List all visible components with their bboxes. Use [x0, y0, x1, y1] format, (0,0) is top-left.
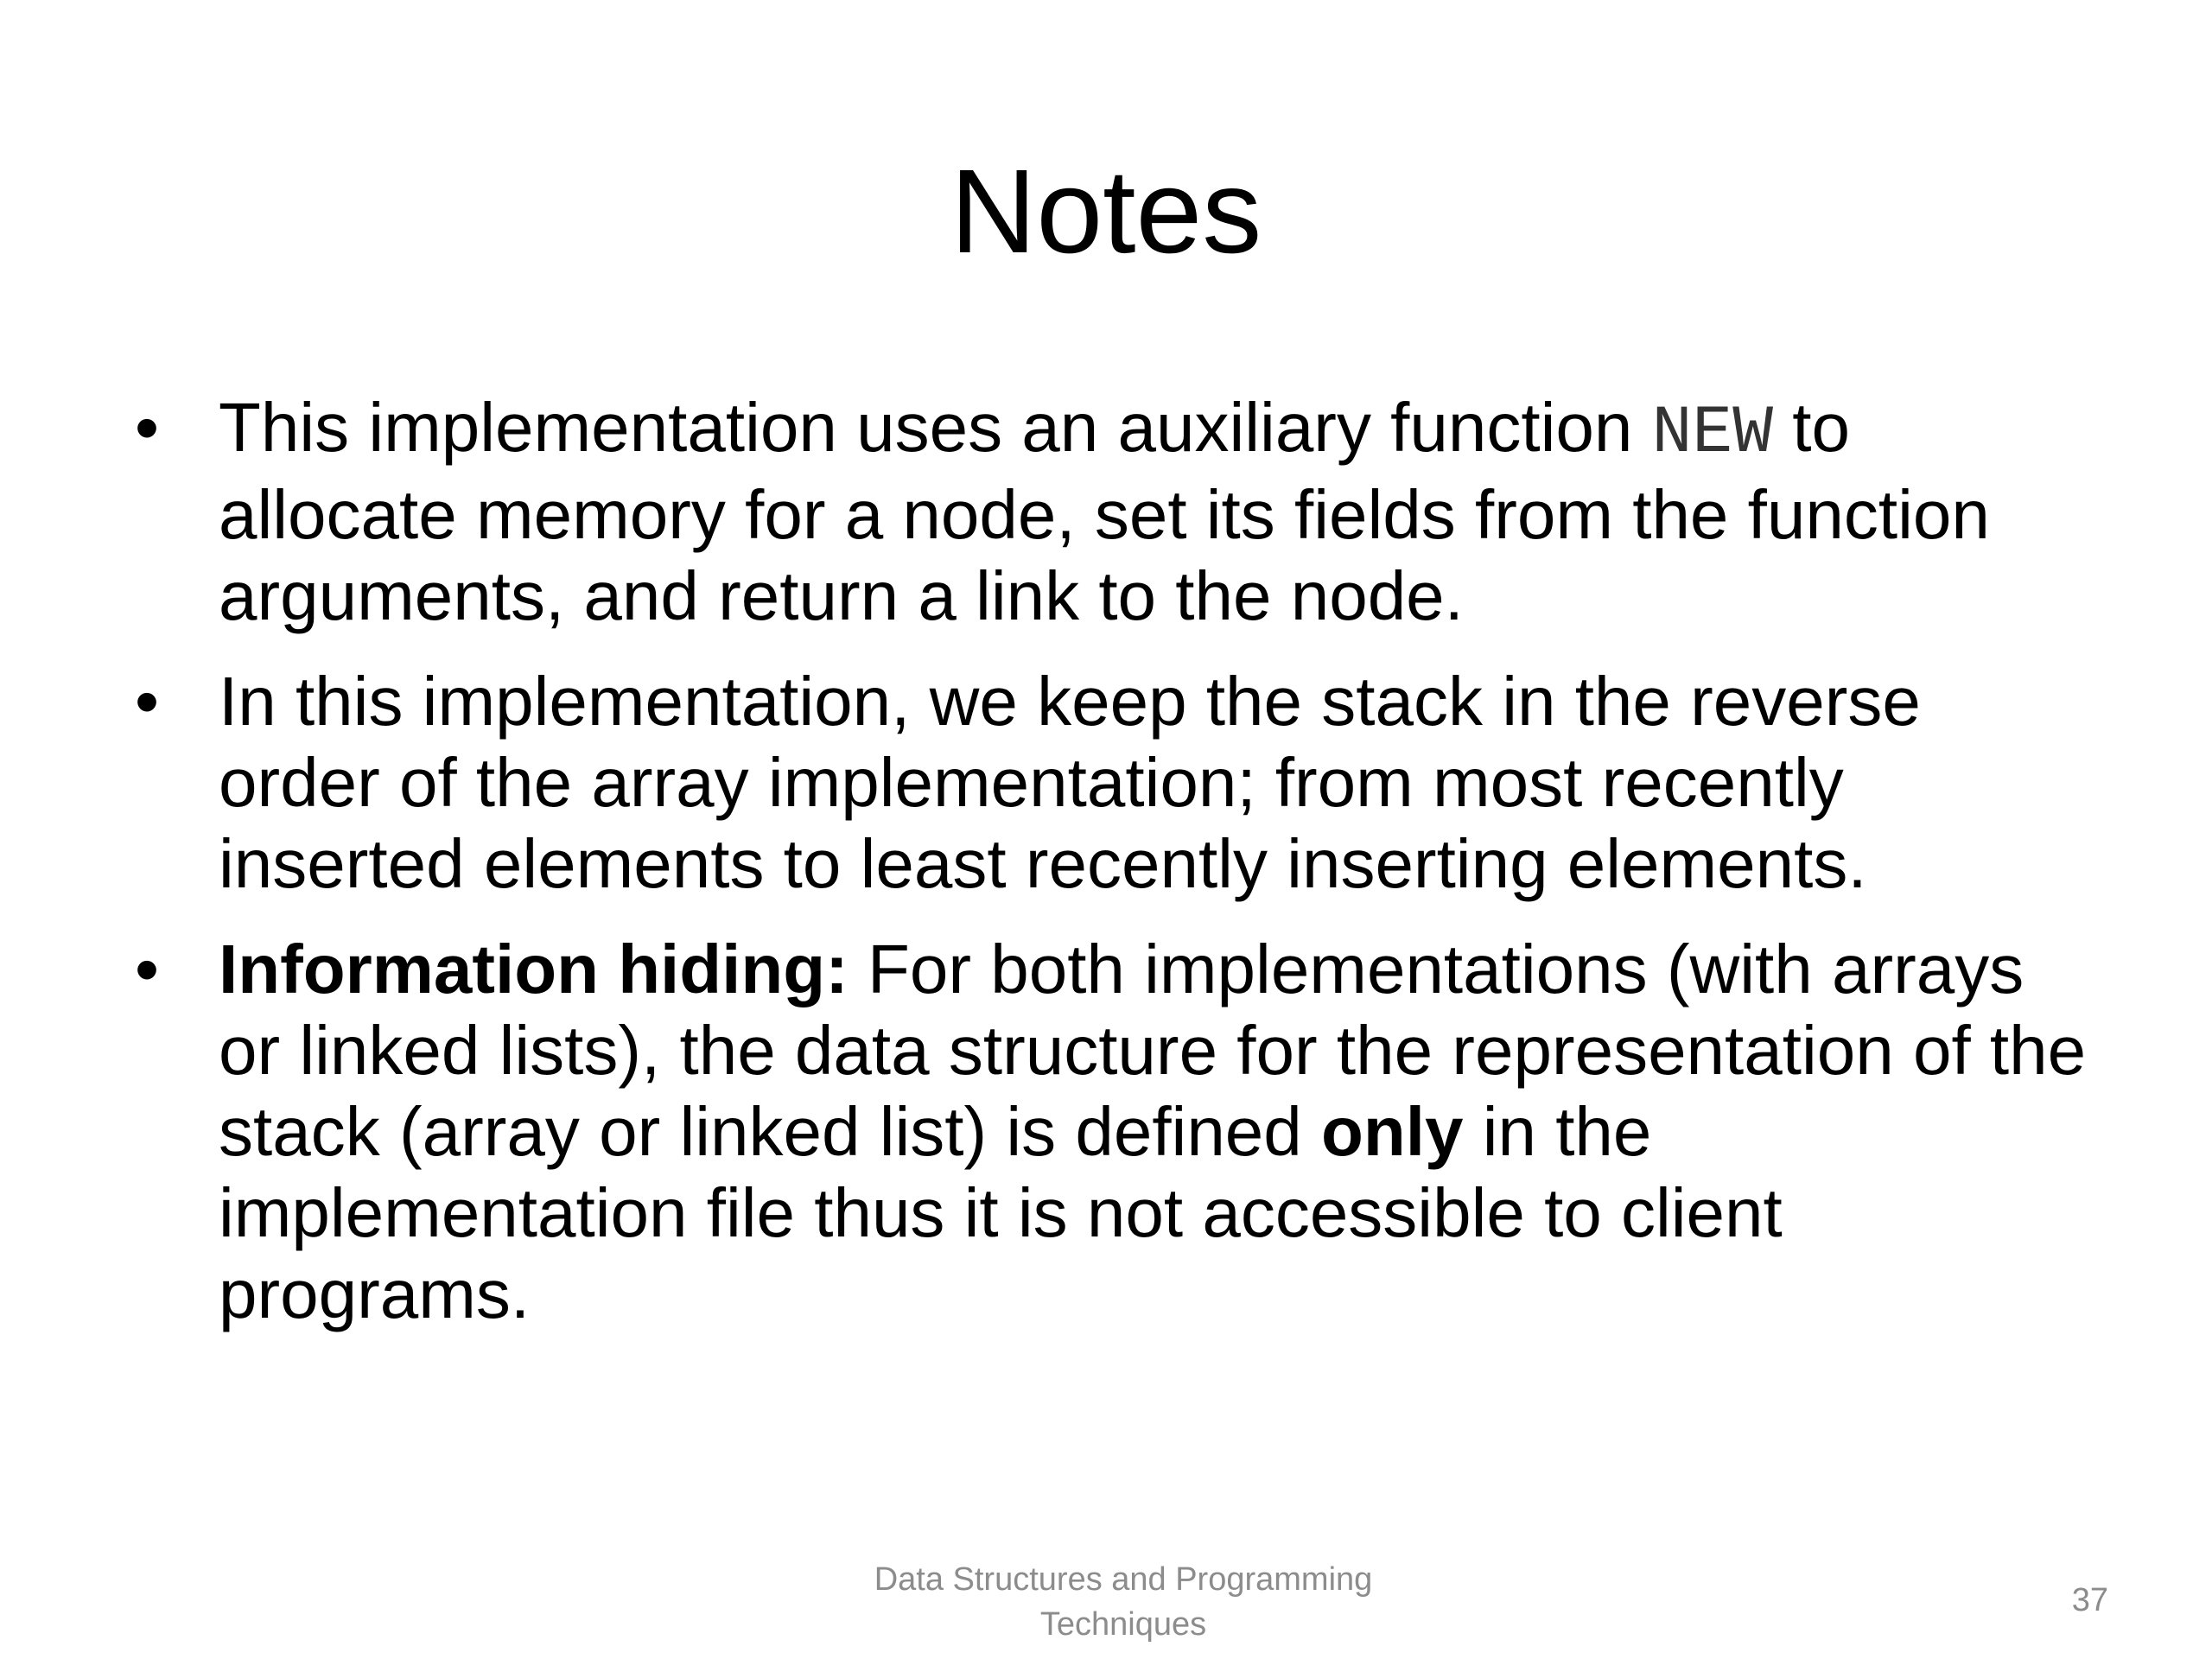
bullet-text: to allocate memory for a node, set its fields from the function arguments, and return a link to the node. [219, 389, 1990, 634]
bullet-list [130, 387, 2100, 1359]
bullet-marker: • [135, 931, 160, 1007]
bold-text: Information hiding: [219, 931, 849, 1007]
bullet-item-information-hiding [130, 929, 2100, 1335]
page-number: 37 [2071, 1582, 2108, 1618]
bullet-text: This implementation uses an auxiliary function [219, 389, 1652, 466]
bullet-marker: • [135, 663, 160, 740]
slide-title: Notes [950, 145, 1262, 278]
bullet-item-new-function [130, 387, 2100, 637]
bullet-text: In this implementation, we keep the stack in the reverse order of the array implementation; from most recently inserted elements to least recently inserting elements. [219, 663, 1921, 902]
footer-text: Data Structures and Programming Techniques [874, 1561, 1373, 1643]
bullet-text: For both implementations (with arrays or linked lists), the data structure for the representation of the stack (array or linked list) is defined [219, 931, 2087, 1170]
bullet-text: in the implementation file thus it is not accessible to client programs. [219, 1093, 1783, 1332]
bullet-item-stack-order [130, 661, 2100, 905]
code-text: NEW [1651, 396, 1774, 472]
bullet-marker: • [135, 389, 160, 466]
bold-text: only [1321, 1093, 1464, 1170]
